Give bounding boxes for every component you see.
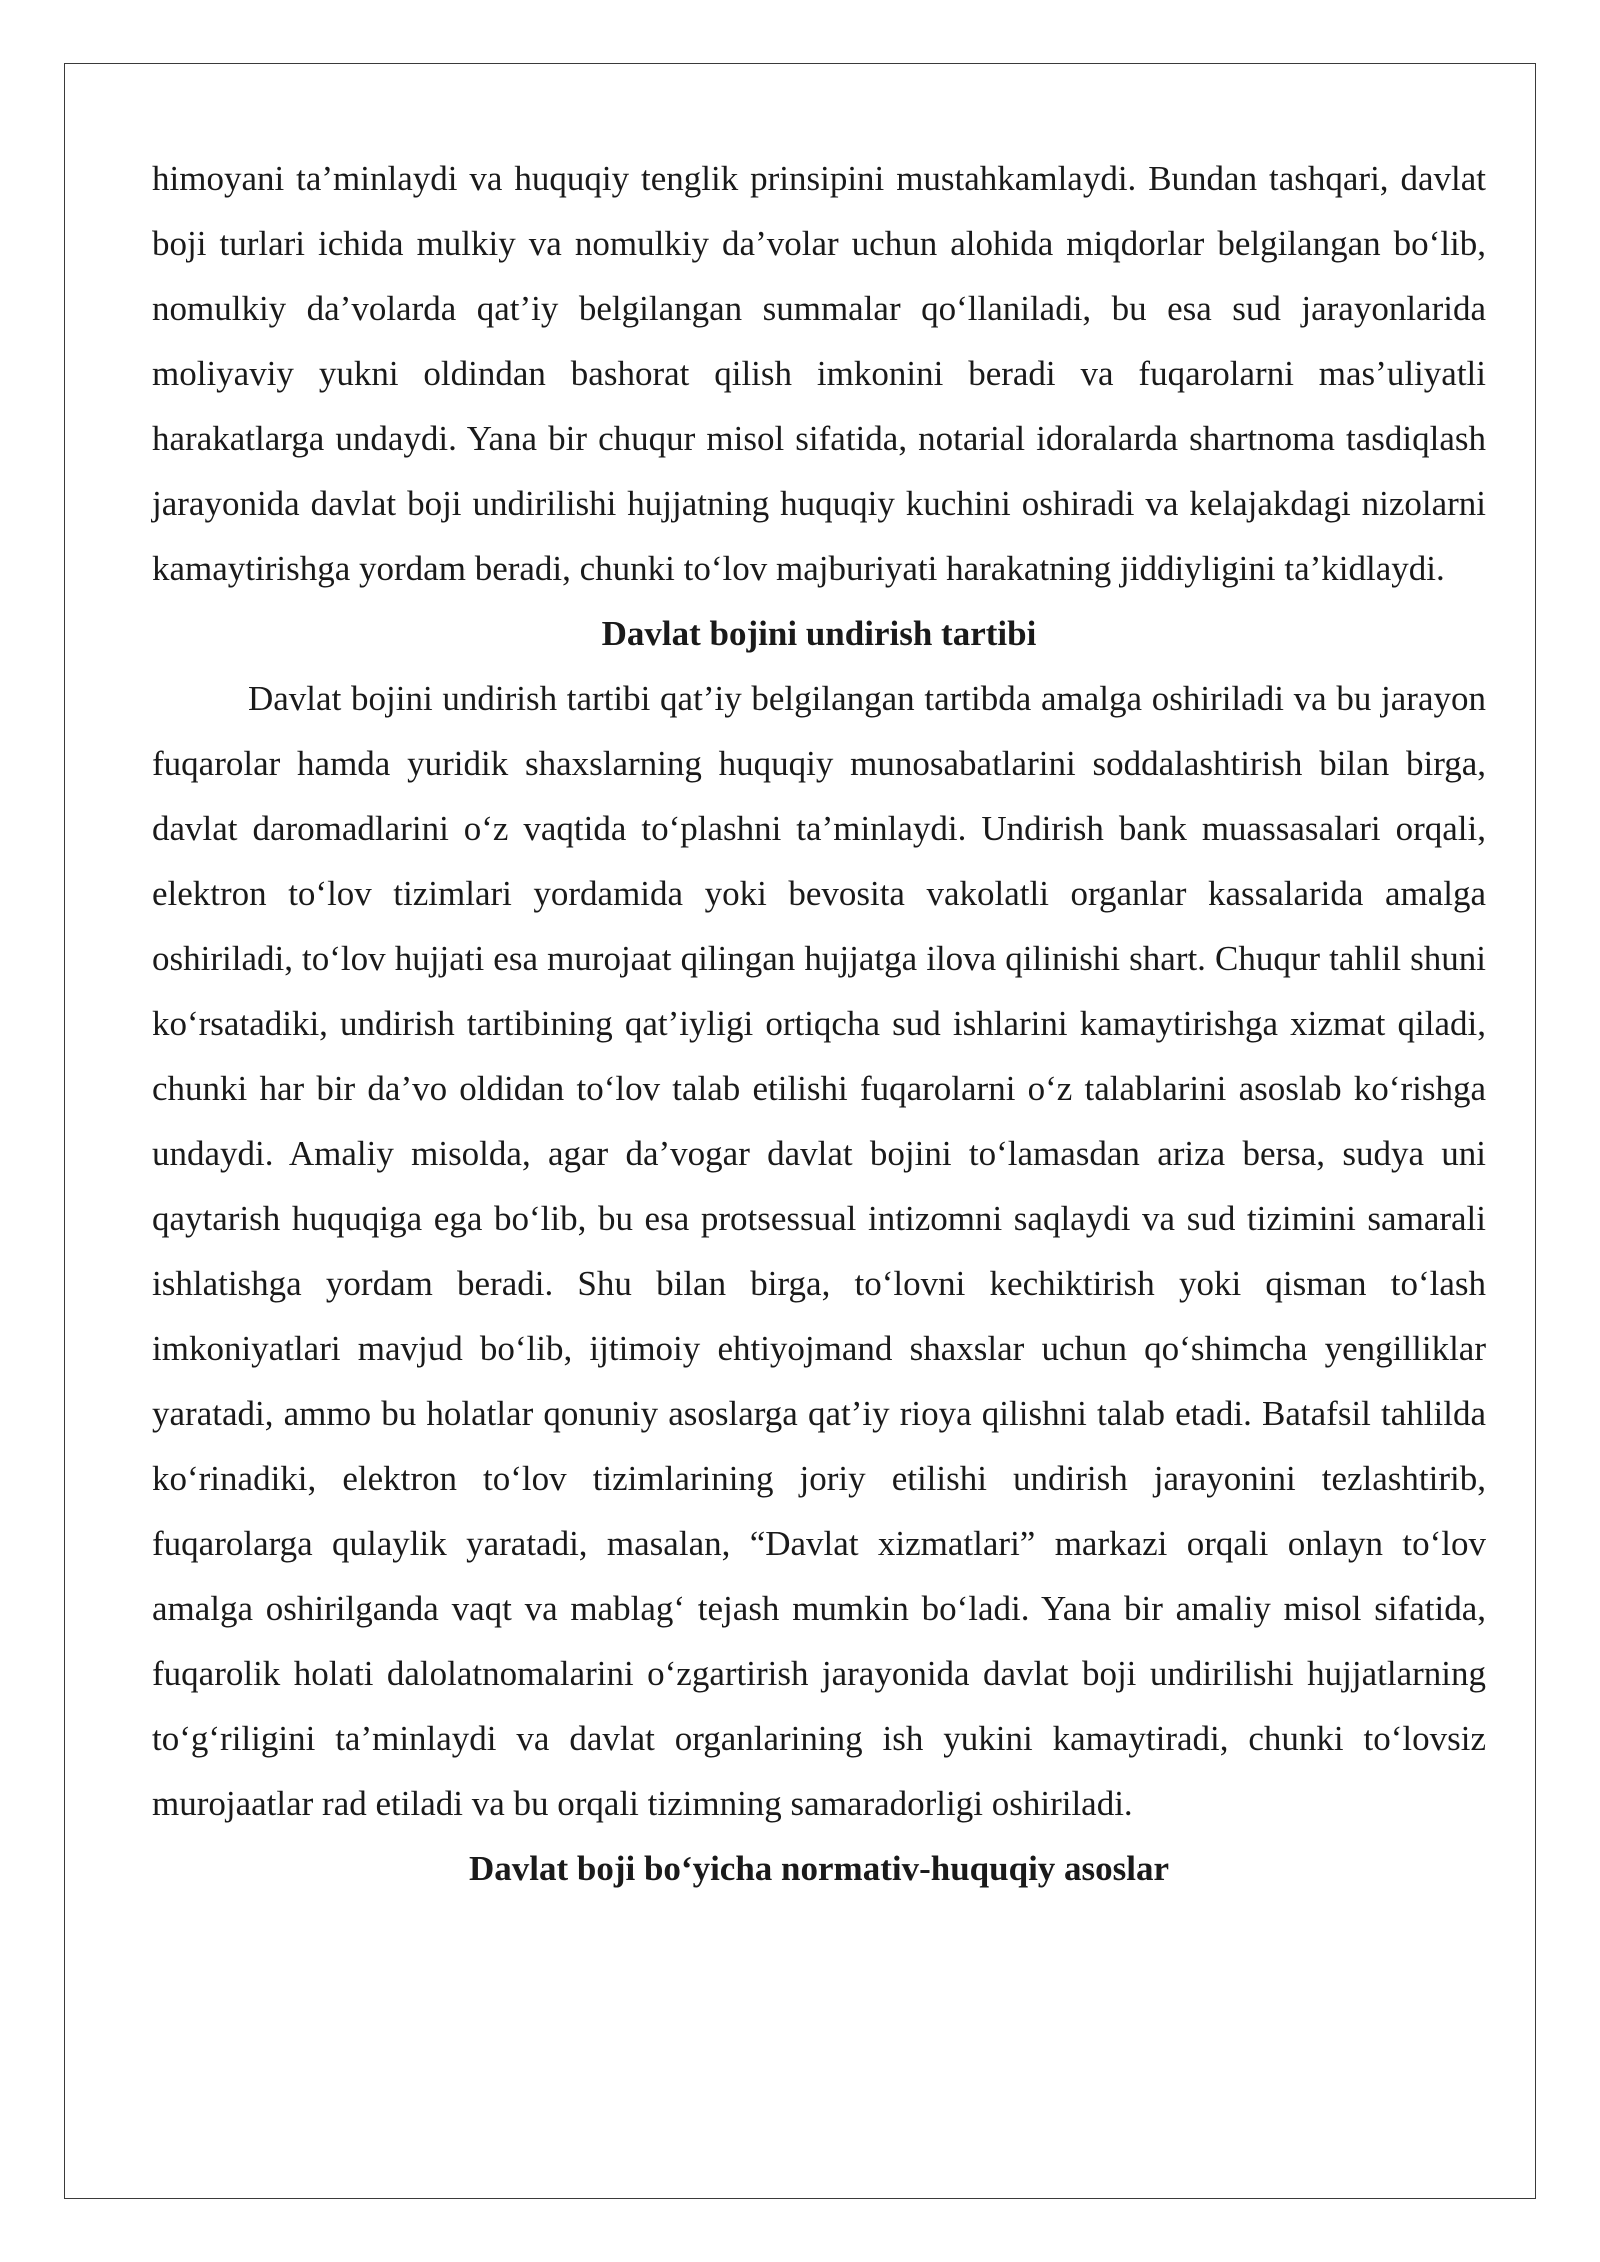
section-heading-legal-basis: Davlat boji bo‘yicha normativ-huquqiy asoslar	[468, 1849, 1170, 1888]
paragraph-continuation: himoyani ta’minlaydi va huquqiy tenglik prinsipini mustahkamlaydi. Bundan tashqari, davlat boji turlari ichida mulkiy va nomulkiy da’volar uchun alohida miqdorlar belgilangan bo‘lib, nomulkiy da’volarda qat’iy belgilangan summalar qo‘llaniladi, bu esa sud jarayonlarida moliyaviy yukni oldindan bashorat qilish imkonini beradi va fuqarolarni mas’uliyatli harakatlarga undaydi. Yana bir chuqur misol sifatida, notarial idoralarda shartnoma tasdiqlash jarayonida davlat boji undirilishi hujjatning huquqiy kuchini oshiradi va kelajakdagi nizolarni kamaytirishga yordam beradi, chunki to‘lov majburiyati harakatning jiddiyligini ta’kidlaydi.	[152, 159, 1486, 588]
document-body	[152, 146, 1486, 1901]
paragraph-collection-procedure: Davlat bojini undirish tartibi qat’iy belgilangan tartibda amalga oshiriladi va bu jarayon fuqarolar hamda yuridik shaxslarning huquqiy munosabatlarini soddalashtirish bilan birga, davlat daromadlarini o‘z vaqtida to‘plashni ta’minlaydi. Undirish bank muassasalari orqali, elektron to‘lov tizimlari yordamida yoki bevosita vakolatli organlar kassalarida amalga oshiriladi, to‘lov hujjati esa murojaat qilingan hujjatga ilova qilinishi shart. Chuqur tahlil shuni ko‘rsatadiki, undirish tartibining qat’iyligi ortiqcha sud ishlarini kamaytirishga xizmat qiladi, chunki har bir da’vo oldidan to‘lov talab etilishi fuqarolarni o‘z talablarini asoslab ko‘rishga undaydi. Amaliy misolda, agar da’vogar davlat bojini to‘lamasdan ariza bersa, sudya uni qaytarish huquqiga ega bo‘lib, bu esa protsessual intizomni saqlaydi va sud tizimini samarali ishlatishga yordam beradi. Shu bilan birga, to‘lovni kechiktirish yoki qisman to‘lash imkoniyatlari mavjud bo‘lib, ijtimoiy ehtiyojmand shaxslar uchun qo‘shimcha yengilliklar yaratadi, ammo bu holatlar qonuniy asoslarga qat’iy rioya qilishni talab etadi. Batafsil tahlilda ko‘rinadiki, elektron to‘lov tizimlarining joriy etilishi undirish jarayonini tezlashtirib, fuqarolarga qulaylik yaratadi, masalan, “Davlat xizmatlari” markazi orqali onlayn to‘lov amalga oshirilganda vaqt va mablag‘ tejash mumkin bo‘ladi. Yana bir amaliy misol sifatida, fuqarolik holati dalolatnomalarini o‘zgartirish jarayonida davlat boji undirilishi hujjatlarning to‘g‘riligini ta’minlaydi va davlat organlarining ish yukini kamaytiradi, chunki to‘lovsiz murojaatlar rad etiladi va bu orqali tizimning samaradorligi oshiriladi.	[152, 679, 1486, 1823]
section-heading-collection-procedure: Davlat bojini undirish tartibi	[601, 614, 1037, 653]
